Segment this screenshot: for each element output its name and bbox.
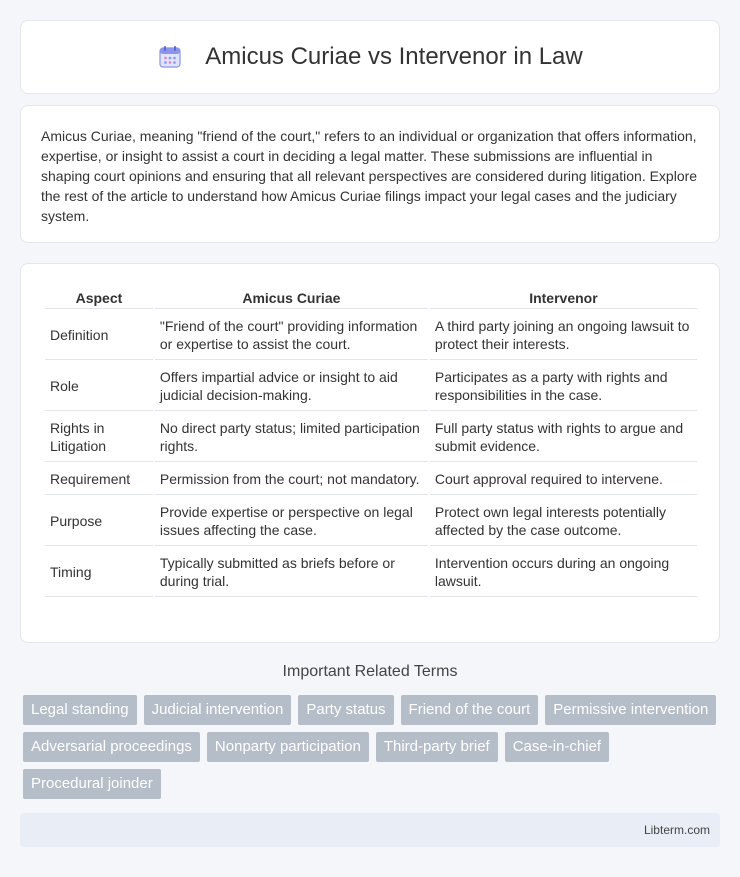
cell-aspect: Requirement xyxy=(45,464,153,495)
cell-intervenor: A third party joining an ongoing lawsuit to protect their interests. xyxy=(430,311,697,360)
tag-third-party-brief[interactable]: Third-party brief xyxy=(376,732,498,762)
page-title: Amicus Curiae vs Intervenor in Law xyxy=(205,43,583,70)
tag-procedural-joinder[interactable]: Procedural joinder xyxy=(23,769,161,799)
cell-intervenor: Full party status with rights to argue and submit evidence. xyxy=(430,413,697,462)
cell-intervenor: Protect own legal interests potentially affected by the case outcome. xyxy=(430,497,697,546)
footer-site-link[interactable]: Libterm.com xyxy=(643,823,710,837)
header-card xyxy=(20,20,720,94)
cell-intervenor: Court approval required to intervene. xyxy=(430,464,697,495)
footer xyxy=(20,813,720,847)
tag-judicial-intervention[interactable]: Judicial intervention xyxy=(144,695,292,725)
cell-amicus: "Friend of the court" providing information or expertise to assist the court. xyxy=(155,311,428,360)
table-row xyxy=(45,311,697,360)
header-amicus-curiae: Amicus Curiae xyxy=(155,286,428,309)
tag-case-in-chief[interactable]: Case-in-chief xyxy=(505,732,609,762)
cell-aspect: Rights in Litigation xyxy=(45,413,153,462)
cell-amicus: Offers impartial advice or insight to aid judicial decision-making. xyxy=(155,362,428,411)
table-row xyxy=(45,497,697,546)
cell-intervenor: Participates as a party with rights and responsibilities in the case. xyxy=(430,362,697,411)
related-terms-list xyxy=(23,695,723,799)
table-row xyxy=(45,362,697,411)
table-header-row xyxy=(45,286,697,309)
cell-amicus: No direct party status; limited participation rights. xyxy=(155,413,428,462)
comparison-card xyxy=(20,263,720,643)
cell-aspect: Timing xyxy=(45,548,153,597)
comparison-table xyxy=(43,284,699,599)
tag-party-status[interactable]: Party status xyxy=(298,695,393,725)
tag-permissive-intervention[interactable]: Permissive intervention xyxy=(545,695,716,725)
cell-amicus: Provide expertise or perspective on legal issues affecting the case. xyxy=(155,497,428,546)
table-row xyxy=(45,413,697,462)
cell-amicus: Typically submitted as briefs before or during trial. xyxy=(155,548,428,597)
table-row xyxy=(45,548,697,597)
calendar-icon xyxy=(157,44,183,70)
cell-aspect: Definition xyxy=(45,311,153,360)
cell-intervenor: Intervention occurs during an ongoing lawsuit. xyxy=(430,548,697,597)
cell-aspect: Role xyxy=(45,362,153,411)
intro-card xyxy=(20,105,720,243)
tag-adversarial-proceedings[interactable]: Adversarial proceedings xyxy=(23,732,200,762)
table-row xyxy=(45,464,697,495)
tag-legal-standing[interactable]: Legal standing xyxy=(23,695,137,725)
header-intervenor: Intervenor xyxy=(430,286,697,309)
tag-friend-of-the-court[interactable]: Friend of the court xyxy=(401,695,539,725)
related-terms-title: Important Related Terms xyxy=(282,663,458,680)
cell-amicus: Permission from the court; not mandatory. xyxy=(155,464,428,495)
tag-nonparty-participation[interactable]: Nonparty participation xyxy=(207,732,369,762)
header-aspect: Aspect xyxy=(45,286,153,309)
intro-paragraph: Amicus Curiae, meaning "friend of the court," refers to an individual or organization that offers information, expertise, or insight to assist a court in deciding a legal matter. These submissions are influential in shaping court opinions and ensuring that all relevant perspectives are considered during litigation. Explore the rest of the article to understand how Amicus Curiae filings impact your legal cases and the judiciary system. xyxy=(41,128,698,224)
cell-aspect: Purpose xyxy=(45,497,153,546)
